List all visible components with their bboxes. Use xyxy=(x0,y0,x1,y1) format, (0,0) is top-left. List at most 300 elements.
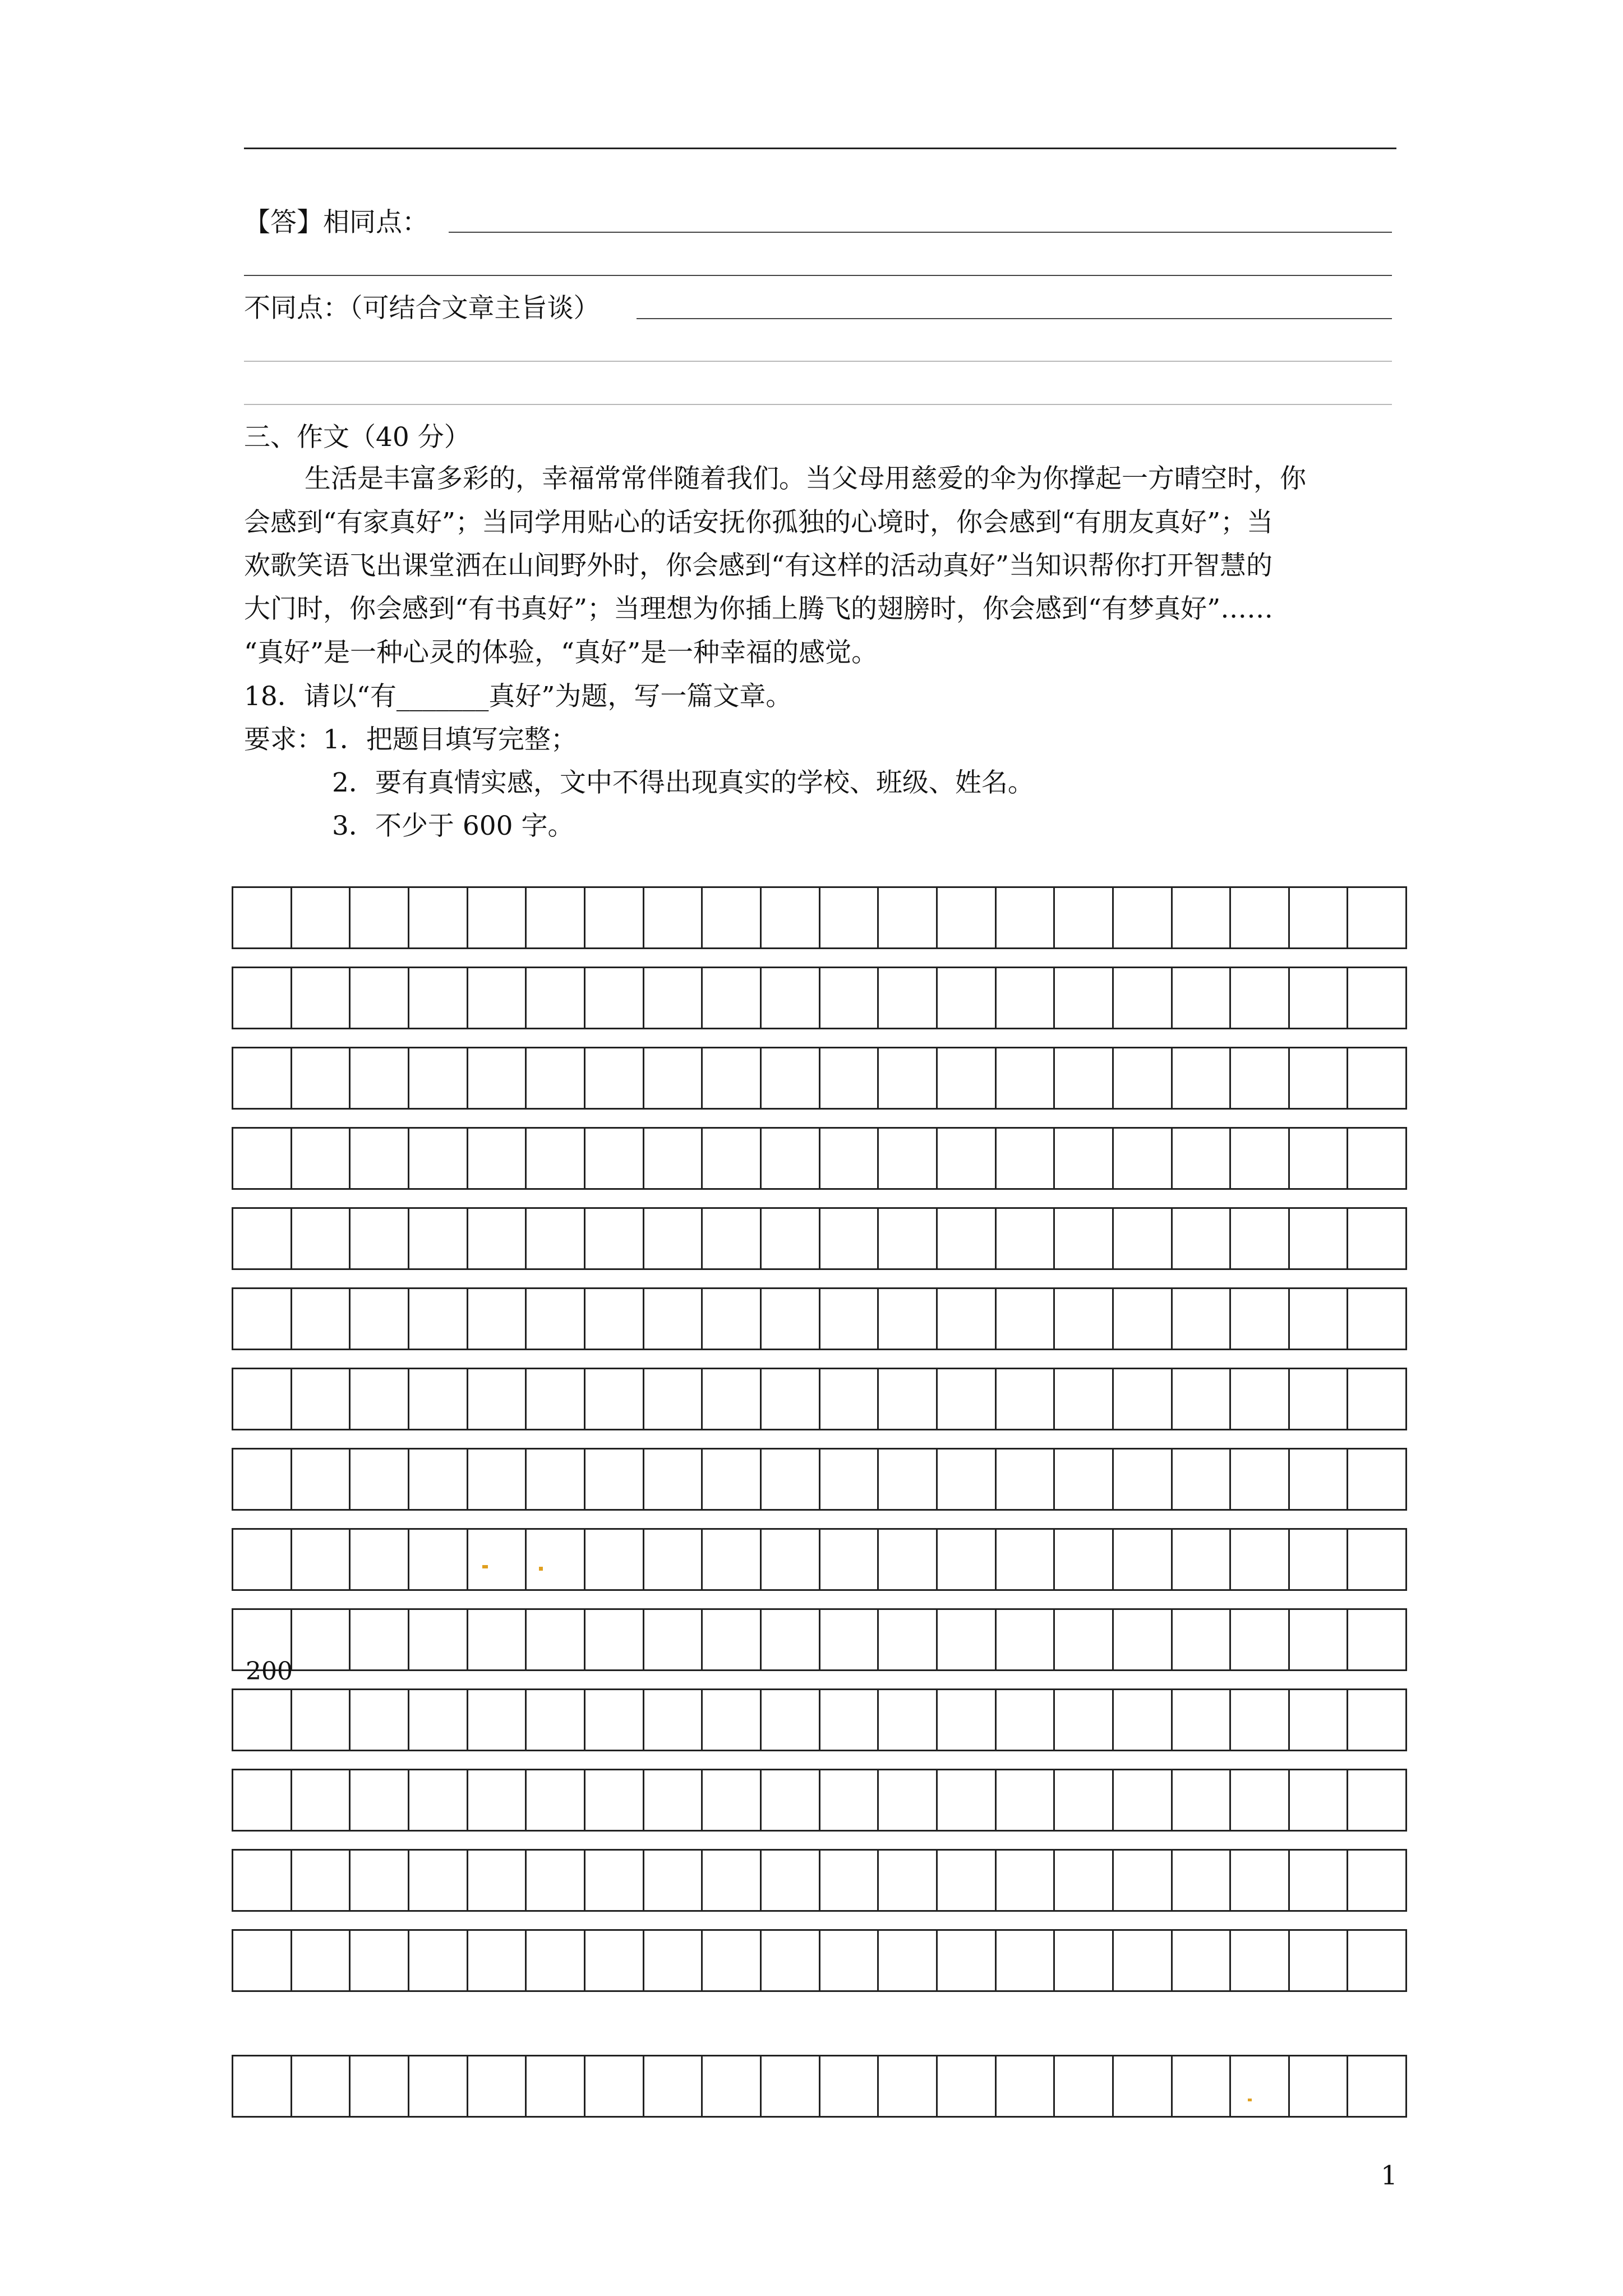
grid-cell[interactable] xyxy=(1055,1368,1114,1430)
grid-cell[interactable] xyxy=(1348,2055,1407,2118)
grid-cell[interactable] xyxy=(585,1368,644,1430)
grid-cell[interactable] xyxy=(232,1127,292,1190)
grid-cell[interactable] xyxy=(351,1287,409,1350)
grid-cell[interactable] xyxy=(351,1769,409,1832)
grid-cell[interactable] xyxy=(1348,1608,1407,1671)
grid-cell[interactable] xyxy=(468,1448,527,1511)
grid-cell[interactable] xyxy=(1055,1127,1114,1190)
grid-cell[interactable] xyxy=(468,1368,527,1430)
grid-cell[interactable] xyxy=(762,1047,820,1110)
grid-cell[interactable] xyxy=(703,1688,762,1751)
grid-cell[interactable] xyxy=(1173,1448,1232,1511)
grid-cell[interactable] xyxy=(292,1608,351,1671)
grid-cell[interactable] xyxy=(232,1769,292,1832)
grid-cell[interactable] xyxy=(1055,1849,1114,1912)
grid-cell[interactable] xyxy=(879,1929,938,1992)
grid-cell[interactable] xyxy=(585,1047,644,1110)
grid-cell[interactable] xyxy=(232,886,292,949)
grid-cell[interactable] xyxy=(820,1849,879,1912)
grid-cell[interactable] xyxy=(351,2055,409,2118)
grid-cell[interactable] xyxy=(879,1287,938,1350)
grid-cell[interactable] xyxy=(762,1127,820,1190)
grid-cell[interactable] xyxy=(1173,1528,1232,1591)
grid-cell[interactable] xyxy=(292,1448,351,1511)
grid-cell[interactable] xyxy=(879,1608,938,1671)
grid-cell[interactable] xyxy=(1055,2055,1114,2118)
grid-cell[interactable] xyxy=(585,967,644,1029)
grid-cell[interactable] xyxy=(1348,1127,1407,1190)
grid-cell[interactable] xyxy=(879,1769,938,1832)
grid-cell[interactable] xyxy=(351,886,409,949)
grid-cell[interactable] xyxy=(468,1528,527,1591)
grid-cell[interactable] xyxy=(351,1528,409,1591)
grid-cell[interactable] xyxy=(879,1368,938,1430)
grid-cell[interactable] xyxy=(585,1608,644,1671)
grid-cell[interactable] xyxy=(1055,1688,1114,1751)
grid-cell[interactable] xyxy=(703,1608,762,1671)
grid-cell[interactable] xyxy=(1055,1769,1114,1832)
grid-cell[interactable] xyxy=(1231,1528,1290,1591)
grid-cell[interactable] xyxy=(292,1127,351,1190)
grid-cell[interactable] xyxy=(997,1929,1055,1992)
grid-cell[interactable] xyxy=(1173,1127,1232,1190)
grid-cell[interactable] xyxy=(1231,1849,1290,1912)
grid-cell[interactable] xyxy=(1114,1688,1173,1751)
grid-cell[interactable] xyxy=(585,1207,644,1270)
grid-cell[interactable] xyxy=(527,967,585,1029)
grid-cell[interactable] xyxy=(938,1127,997,1190)
grid-cell[interactable] xyxy=(1055,1287,1114,1350)
grid-cell[interactable] xyxy=(527,1769,585,1832)
grid-cell[interactable] xyxy=(468,967,527,1029)
grid-cell[interactable] xyxy=(468,1207,527,1270)
grid-cell[interactable] xyxy=(703,1287,762,1350)
grid-cell[interactable] xyxy=(997,1769,1055,1832)
grid-cell[interactable] xyxy=(585,2055,644,2118)
grid-cell[interactable] xyxy=(527,1528,585,1591)
grid-cell[interactable] xyxy=(644,1207,703,1270)
grid-cell[interactable] xyxy=(585,1849,644,1912)
grid-cell[interactable] xyxy=(351,1127,409,1190)
grid-cell[interactable] xyxy=(585,1688,644,1751)
grid-cell[interactable] xyxy=(762,1207,820,1270)
grid-cell[interactable] xyxy=(527,1047,585,1110)
grid-cell[interactable] xyxy=(468,1127,527,1190)
grid-cell[interactable] xyxy=(292,2055,351,2118)
grid-cell[interactable] xyxy=(762,1929,820,1992)
grid-cell[interactable] xyxy=(703,1528,762,1591)
grid-cell[interactable] xyxy=(468,1047,527,1110)
grid-cell[interactable] xyxy=(527,2055,585,2118)
grid-cell[interactable] xyxy=(409,1929,468,1992)
grid-cell[interactable] xyxy=(1231,1929,1290,1992)
grid-cell[interactable] xyxy=(409,1448,468,1511)
grid-cell[interactable] xyxy=(938,1448,997,1511)
grid-cell[interactable] xyxy=(997,1608,1055,1671)
grid-cell[interactable] xyxy=(1348,886,1407,949)
grid-cell[interactable] xyxy=(820,1448,879,1511)
grid-cell[interactable] xyxy=(1114,967,1173,1029)
grid-cell[interactable] xyxy=(1290,1608,1349,1671)
grid-cell[interactable] xyxy=(703,1448,762,1511)
grid-cell[interactable] xyxy=(997,1287,1055,1350)
grid-cell[interactable] xyxy=(1173,1688,1232,1751)
grid-cell[interactable] xyxy=(997,1528,1055,1591)
grid-cell[interactable] xyxy=(644,886,703,949)
grid-cell[interactable] xyxy=(997,1127,1055,1190)
grid-cell[interactable] xyxy=(820,1929,879,1992)
grid-cell[interactable] xyxy=(351,1207,409,1270)
grid-cell[interactable] xyxy=(527,886,585,949)
grid-cell[interactable] xyxy=(938,1287,997,1350)
grid-cell[interactable] xyxy=(292,1688,351,1751)
grid-cell[interactable] xyxy=(1348,1287,1407,1350)
grid-cell[interactable] xyxy=(762,1528,820,1591)
grid-cell[interactable] xyxy=(938,1207,997,1270)
grid-cell[interactable] xyxy=(879,1849,938,1912)
grid-cell[interactable] xyxy=(1114,886,1173,949)
grid-cell[interactable] xyxy=(409,967,468,1029)
grid-cell[interactable] xyxy=(1055,1047,1114,1110)
grid-cell[interactable] xyxy=(1290,1769,1349,1832)
grid-cell[interactable] xyxy=(644,1688,703,1751)
grid-cell[interactable] xyxy=(1348,1448,1407,1511)
grid-cell[interactable] xyxy=(703,1769,762,1832)
grid-cell[interactable] xyxy=(232,2055,292,2118)
grid-cell[interactable] xyxy=(820,1207,879,1270)
grid-cell[interactable] xyxy=(703,886,762,949)
grid-cell[interactable] xyxy=(879,1127,938,1190)
grid-cell[interactable] xyxy=(1055,1528,1114,1591)
grid-cell[interactable] xyxy=(409,1127,468,1190)
grid-cell[interactable] xyxy=(1231,886,1290,949)
grid-cell[interactable] xyxy=(1173,1368,1232,1430)
grid-cell[interactable] xyxy=(997,1688,1055,1751)
grid-cell[interactable] xyxy=(292,1368,351,1430)
grid-cell[interactable] xyxy=(1290,1207,1349,1270)
grid-cell[interactable] xyxy=(1114,1769,1173,1832)
grid-cell[interactable] xyxy=(527,1608,585,1671)
grid-cell[interactable] xyxy=(644,1929,703,1992)
grid-cell[interactable] xyxy=(1290,1047,1349,1110)
difference-fill-line-2[interactable] xyxy=(244,361,1392,362)
grid-cell[interactable] xyxy=(1173,967,1232,1029)
grid-cell[interactable] xyxy=(820,1688,879,1751)
grid-cell[interactable] xyxy=(292,1929,351,1992)
grid-cell[interactable] xyxy=(468,1929,527,1992)
grid-cell[interactable] xyxy=(1348,1769,1407,1832)
grid-cell[interactable] xyxy=(1114,1047,1173,1110)
grid-cell[interactable] xyxy=(1055,1207,1114,1270)
grid-cell[interactable] xyxy=(997,1047,1055,1110)
grid-cell[interactable] xyxy=(997,1448,1055,1511)
grid-cell[interactable] xyxy=(644,2055,703,2118)
grid-cell[interactable] xyxy=(585,1127,644,1190)
grid-cell[interactable] xyxy=(1055,1929,1114,1992)
grid-cell[interactable] xyxy=(820,1528,879,1591)
grid-cell[interactable] xyxy=(938,1368,997,1430)
grid-cell[interactable] xyxy=(409,2055,468,2118)
grid-cell[interactable] xyxy=(1290,1849,1349,1912)
grid-cell[interactable] xyxy=(997,967,1055,1029)
grid-cell[interactable] xyxy=(585,886,644,949)
grid-cell[interactable] xyxy=(1173,1047,1232,1110)
grid-cell[interactable] xyxy=(644,1127,703,1190)
grid-cell[interactable] xyxy=(527,1287,585,1350)
grid-cell[interactable] xyxy=(1231,1287,1290,1350)
grid-cell[interactable] xyxy=(1231,1047,1290,1110)
grid-cell[interactable] xyxy=(997,886,1055,949)
grid-cell[interactable] xyxy=(1290,1929,1349,1992)
grid-cell[interactable] xyxy=(1290,967,1349,1029)
grid-cell[interactable] xyxy=(762,1287,820,1350)
grid-cell[interactable] xyxy=(1114,1207,1173,1270)
grid-cell[interactable] xyxy=(1114,1929,1173,1992)
grid-cell[interactable] xyxy=(703,967,762,1029)
grid-cell[interactable] xyxy=(585,1528,644,1591)
grid-cell[interactable] xyxy=(997,1207,1055,1270)
grid-cell[interactable] xyxy=(879,2055,938,2118)
grid-cell[interactable] xyxy=(1231,967,1290,1029)
grid-cell[interactable] xyxy=(820,1287,879,1350)
grid-cell[interactable] xyxy=(292,886,351,949)
grid-cell[interactable] xyxy=(527,1127,585,1190)
grid-cell[interactable] xyxy=(292,967,351,1029)
grid-cell[interactable] xyxy=(1055,1608,1114,1671)
grid-cell[interactable] xyxy=(585,1448,644,1511)
grid-cell[interactable] xyxy=(1114,2055,1173,2118)
grid-cell[interactable] xyxy=(644,1849,703,1912)
grid-cell[interactable] xyxy=(1173,2055,1232,2118)
grid-cell[interactable] xyxy=(938,1688,997,1751)
grid-cell[interactable] xyxy=(468,1769,527,1832)
answer-fill-line-2[interactable] xyxy=(244,275,1392,276)
grid-cell[interactable] xyxy=(1231,1448,1290,1511)
grid-cell[interactable] xyxy=(1290,1368,1349,1430)
grid-cell[interactable] xyxy=(351,1849,409,1912)
grid-cell[interactable] xyxy=(351,1047,409,1110)
grid-cell[interactable] xyxy=(1173,1287,1232,1350)
grid-cell[interactable] xyxy=(292,1287,351,1350)
grid-cell[interactable] xyxy=(1290,1127,1349,1190)
grid-cell[interactable] xyxy=(1231,1608,1290,1671)
grid-cell[interactable] xyxy=(644,967,703,1029)
grid-cell[interactable] xyxy=(938,1528,997,1591)
grid-cell[interactable] xyxy=(232,1287,292,1350)
grid-cell[interactable] xyxy=(1173,1929,1232,1992)
grid-cell[interactable] xyxy=(232,1047,292,1110)
grid-cell[interactable] xyxy=(879,1448,938,1511)
grid-cell[interactable] xyxy=(1348,1368,1407,1430)
grid-cell[interactable] xyxy=(1290,1287,1349,1350)
difference-fill-line-1[interactable] xyxy=(637,318,1392,319)
grid-cell[interactable] xyxy=(232,1368,292,1430)
grid-cell[interactable] xyxy=(409,1769,468,1832)
grid-cell[interactable] xyxy=(1348,1207,1407,1270)
grid-cell[interactable] xyxy=(762,1448,820,1511)
grid-cell[interactable] xyxy=(351,967,409,1029)
grid-cell[interactable] xyxy=(997,2055,1055,2118)
grid-cell[interactable] xyxy=(351,1688,409,1751)
grid-cell[interactable] xyxy=(409,1528,468,1591)
grid-cell[interactable] xyxy=(762,2055,820,2118)
grid-cell[interactable] xyxy=(644,1287,703,1350)
grid-cell[interactable] xyxy=(232,1448,292,1511)
grid-cell[interactable] xyxy=(1290,1528,1349,1591)
grid-cell[interactable] xyxy=(527,1849,585,1912)
grid-cell[interactable] xyxy=(1348,1849,1407,1912)
grid-cell[interactable] xyxy=(351,1448,409,1511)
grid-cell[interactable] xyxy=(644,1769,703,1832)
grid-cell[interactable] xyxy=(820,1608,879,1671)
grid-cell[interactable] xyxy=(1055,886,1114,949)
grid-cell[interactable] xyxy=(232,1849,292,1912)
grid-cell[interactable] xyxy=(1348,1929,1407,1992)
grid-cell[interactable] xyxy=(1114,1368,1173,1430)
difference-fill-line-3[interactable] xyxy=(244,404,1392,405)
grid-cell[interactable] xyxy=(644,1368,703,1430)
grid-cell[interactable] xyxy=(879,967,938,1029)
grid-cell[interactable] xyxy=(1055,967,1114,1029)
grid-cell[interactable] xyxy=(644,1448,703,1511)
grid-cell[interactable] xyxy=(703,1849,762,1912)
grid-cell[interactable] xyxy=(1114,1287,1173,1350)
grid-cell[interactable] xyxy=(997,1368,1055,1430)
grid-cell[interactable] xyxy=(1348,967,1407,1029)
grid-cell[interactable] xyxy=(1231,1127,1290,1190)
grid-cell[interactable] xyxy=(468,2055,527,2118)
grid-cell[interactable] xyxy=(1114,1127,1173,1190)
grid-cell[interactable] xyxy=(232,1688,292,1751)
grid-cell[interactable] xyxy=(1114,1608,1173,1671)
grid-cell[interactable] xyxy=(762,1769,820,1832)
grid-cell[interactable] xyxy=(585,1769,644,1832)
grid-cell[interactable] xyxy=(820,967,879,1029)
grid-cell[interactable] xyxy=(409,1287,468,1350)
grid-cell[interactable] xyxy=(1290,886,1349,949)
grid-cell[interactable] xyxy=(1231,2055,1290,2118)
grid-cell[interactable] xyxy=(1290,1688,1349,1751)
grid-cell[interactable] xyxy=(1348,1528,1407,1591)
grid-cell[interactable] xyxy=(351,1929,409,1992)
grid-cell[interactable] xyxy=(820,1769,879,1832)
grid-cell[interactable] xyxy=(292,1047,351,1110)
grid-cell[interactable] xyxy=(1114,1448,1173,1511)
grid-cell[interactable] xyxy=(879,1207,938,1270)
grid-cell[interactable] xyxy=(409,886,468,949)
grid-cell[interactable] xyxy=(703,1047,762,1110)
grid-cell[interactable] xyxy=(938,967,997,1029)
grid-cell[interactable] xyxy=(1173,1207,1232,1270)
grid-cell[interactable] xyxy=(468,1287,527,1350)
grid-cell[interactable] xyxy=(703,1368,762,1430)
grid-cell[interactable] xyxy=(703,1207,762,1270)
grid-cell[interactable] xyxy=(879,886,938,949)
grid-cell[interactable] xyxy=(409,1207,468,1270)
grid-cell[interactable] xyxy=(879,1047,938,1110)
grid-cell[interactable] xyxy=(409,1047,468,1110)
grid-cell[interactable] xyxy=(1173,886,1232,949)
answer-fill-line-1[interactable] xyxy=(449,232,1392,233)
grid-cell[interactable] xyxy=(527,1688,585,1751)
grid-cell[interactable] xyxy=(292,1528,351,1591)
grid-cell[interactable] xyxy=(1231,1769,1290,1832)
grid-cell[interactable] xyxy=(879,1528,938,1591)
grid-cell[interactable] xyxy=(997,1849,1055,1912)
grid-cell[interactable] xyxy=(703,1929,762,1992)
grid-cell[interactable] xyxy=(762,1608,820,1671)
grid-cell[interactable] xyxy=(527,1929,585,1992)
grid-cell[interactable] xyxy=(468,1849,527,1912)
grid-cell[interactable] xyxy=(409,1688,468,1751)
grid-cell[interactable] xyxy=(468,886,527,949)
grid-cell[interactable] xyxy=(292,1207,351,1270)
grid-cell[interactable] xyxy=(820,1368,879,1430)
grid-cell[interactable] xyxy=(585,1287,644,1350)
grid-cell[interactable] xyxy=(1173,1769,1232,1832)
grid-cell[interactable] xyxy=(762,1688,820,1751)
grid-cell[interactable] xyxy=(468,1688,527,1751)
grid-cell[interactable] xyxy=(938,1047,997,1110)
grid-cell[interactable] xyxy=(1290,2055,1349,2118)
grid-cell[interactable] xyxy=(1290,1448,1349,1511)
grid-cell[interactable] xyxy=(1114,1528,1173,1591)
grid-cell[interactable] xyxy=(468,1608,527,1671)
grid-cell[interactable] xyxy=(703,1127,762,1190)
grid-cell[interactable] xyxy=(232,1929,292,1992)
grid-cell[interactable] xyxy=(1231,1368,1290,1430)
grid-cell[interactable] xyxy=(762,1849,820,1912)
grid-cell[interactable] xyxy=(938,1849,997,1912)
grid-cell[interactable] xyxy=(1231,1688,1290,1751)
grid-cell[interactable] xyxy=(232,1207,292,1270)
grid-cell[interactable] xyxy=(527,1207,585,1270)
grid-cell[interactable] xyxy=(644,1528,703,1591)
grid-cell[interactable] xyxy=(585,1929,644,1992)
grid-cell[interactable] xyxy=(762,1368,820,1430)
grid-cell[interactable] xyxy=(644,1047,703,1110)
grid-cell[interactable] xyxy=(879,1688,938,1751)
grid-cell[interactable] xyxy=(938,2055,997,2118)
grid-cell[interactable] xyxy=(938,1608,997,1671)
grid-cell[interactable] xyxy=(820,1047,879,1110)
grid-cell[interactable] xyxy=(351,1368,409,1430)
grid-cell[interactable] xyxy=(938,1929,997,1992)
grid-cell[interactable] xyxy=(1055,1448,1114,1511)
grid-cell[interactable] xyxy=(1348,1688,1407,1751)
grid-cell[interactable] xyxy=(527,1368,585,1430)
grid-cell[interactable] xyxy=(1231,1207,1290,1270)
grid-cell[interactable] xyxy=(762,967,820,1029)
grid-cell[interactable] xyxy=(762,886,820,949)
grid-cell[interactable] xyxy=(1348,1047,1407,1110)
grid-cell[interactable] xyxy=(820,2055,879,2118)
grid-cell[interactable] xyxy=(1173,1849,1232,1912)
grid-cell[interactable] xyxy=(820,886,879,949)
grid-cell[interactable] xyxy=(644,1608,703,1671)
grid-cell[interactable] xyxy=(1173,1608,1232,1671)
grid-cell[interactable] xyxy=(292,1849,351,1912)
grid-cell[interactable] xyxy=(1114,1849,1173,1912)
grid-cell[interactable] xyxy=(703,2055,762,2118)
grid-cell[interactable] xyxy=(938,886,997,949)
grid-cell[interactable] xyxy=(409,1368,468,1430)
grid-cell[interactable] xyxy=(409,1849,468,1912)
grid-cell[interactable] xyxy=(351,1608,409,1671)
grid-cell[interactable] xyxy=(409,1608,468,1671)
grid-cell[interactable] xyxy=(527,1448,585,1511)
grid-cell[interactable] xyxy=(232,1528,292,1591)
